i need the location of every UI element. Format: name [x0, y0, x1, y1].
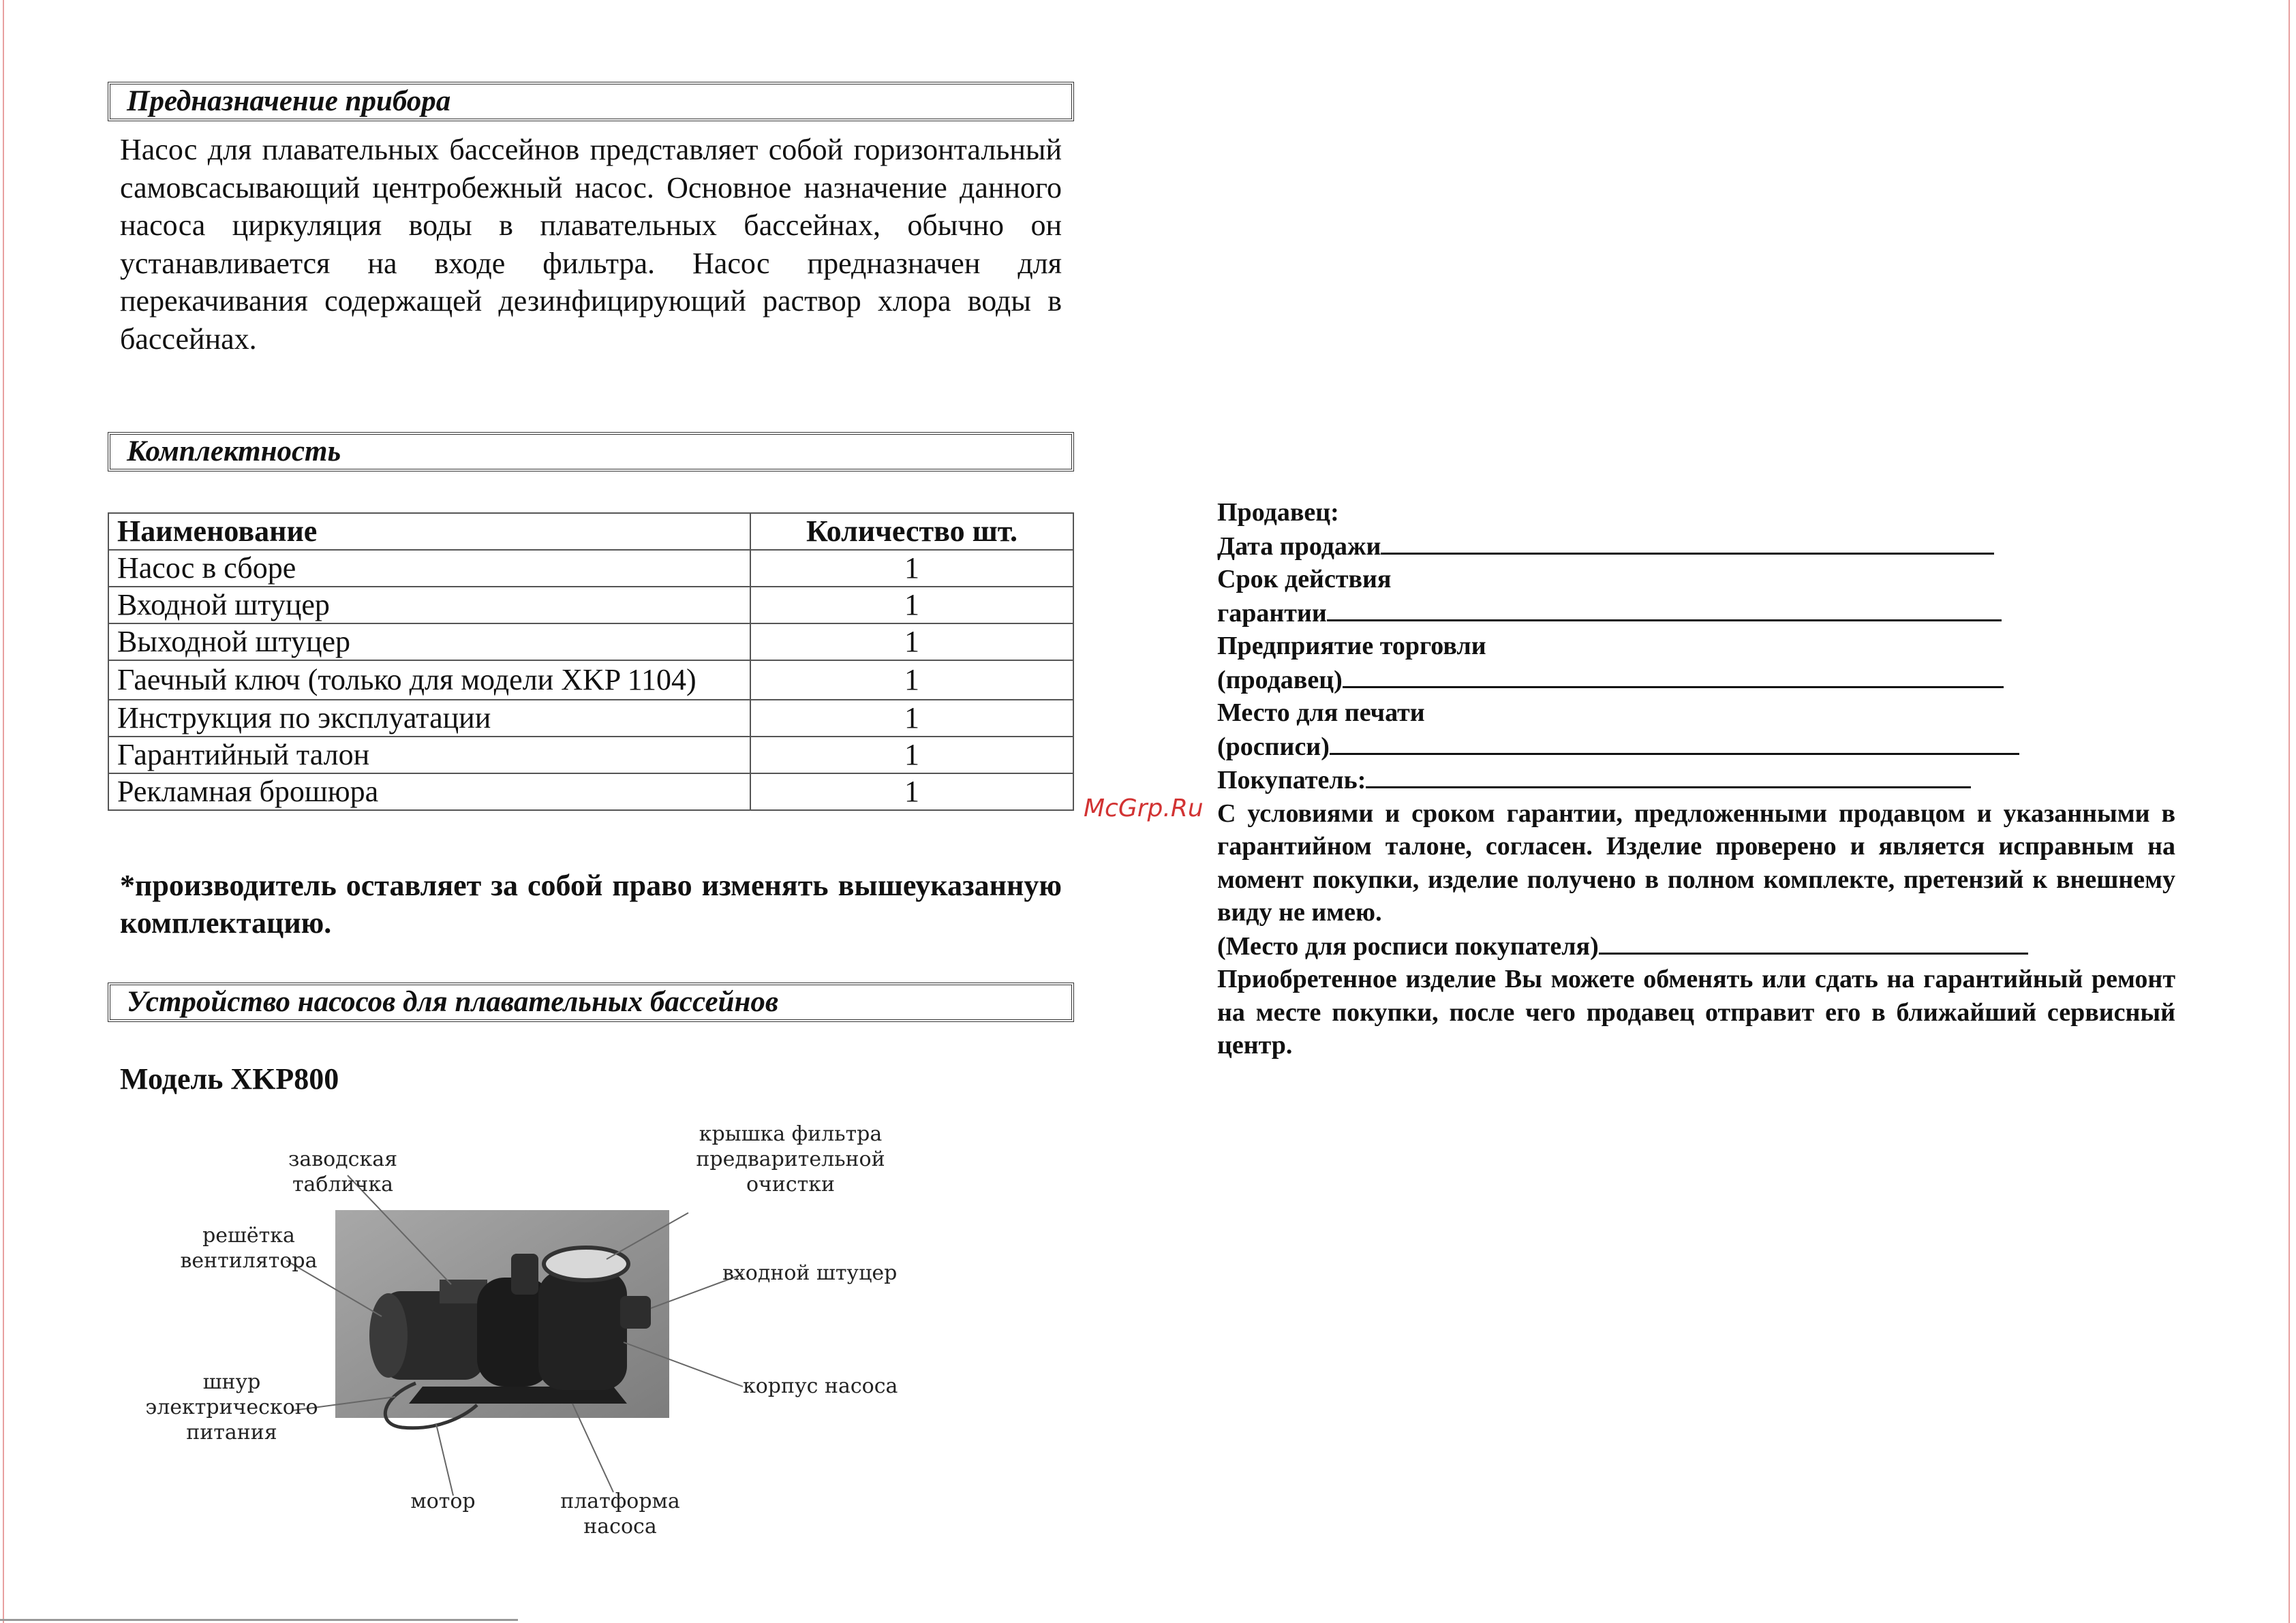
watermark: McGrp.Ru — [1084, 794, 1204, 822]
buyer-field[interactable] — [1366, 763, 1971, 788]
term-label-2: гарантии — [1217, 598, 1327, 628]
page-bottom-rule — [0, 1619, 518, 1621]
buyer-sign-label: (Место для росписи покупателя) — [1217, 931, 1599, 961]
sale-date-label: Дата продажи — [1217, 531, 1381, 561]
term-label-1: Срок действия — [1217, 565, 1392, 593]
table-row — [108, 623, 1073, 660]
term-field[interactable] — [1327, 596, 2002, 621]
kit-item-qty: 1 — [750, 773, 1073, 810]
kit-col-name: Наименование — [108, 513, 750, 550]
buyer-sign-row — [1217, 929, 2175, 963]
kit-item-qty: 1 — [750, 623, 1073, 660]
kit-col-qty: Количество шт. — [750, 513, 1073, 550]
page-edge-left — [3, 0, 4, 1623]
buyer-label: Покупатель: — [1217, 766, 1366, 794]
exchange-text: Приобретенное изделие Вы можете обменять или сдать на гарантийный ремонт на месте покупки, после чего продавец отправит его в ближайший сервисный центр. — [1217, 965, 2175, 1060]
stamp-field[interactable] — [1330, 730, 2019, 755]
warranty-card — [1217, 496, 2175, 1062]
kit-item-qty: 1 — [750, 700, 1073, 737]
sale-date-row — [1217, 529, 2175, 563]
pump-diagram — [145, 1122, 927, 1547]
buyer-row — [1217, 763, 2175, 797]
table-row — [108, 737, 1073, 773]
label-nameplate: заводская табличка — [288, 1147, 398, 1196]
kit-note: *производитель оставляет за собой право изменять вышеуказанную комплектацию. — [120, 869, 1062, 940]
stamp-label-1: Место для печати — [1217, 698, 1425, 727]
buyer-sign-field[interactable] — [1599, 929, 2028, 955]
kit-table-header — [108, 513, 1073, 550]
table-row — [108, 550, 1073, 587]
stamp-label-2: (росписи) — [1217, 732, 1330, 761]
label-platform: платформа насоса — [560, 1489, 680, 1539]
device-heading: Устройство насосов для плавательных бассейнов — [108, 983, 1074, 1022]
kit-table — [108, 512, 1074, 811]
fan-grille-shape — [369, 1293, 408, 1378]
table-row — [108, 587, 1073, 623]
kit-item-qty: 1 — [750, 660, 1073, 700]
purpose-heading: Предназначение прибора — [108, 82, 1074, 121]
label-fan-grille: решётка вентилятора — [180, 1224, 318, 1273]
kit-item-name: Насос в сборе — [108, 550, 750, 587]
sale-date-field[interactable] — [1381, 529, 1994, 555]
label-power-cord: шнур электрического питания — [145, 1370, 318, 1444]
kit-heading: Комплектность — [108, 432, 1074, 472]
shop-field[interactable] — [1343, 663, 2004, 688]
inlet-shape — [620, 1296, 651, 1329]
purpose-text: Насос для плавательных бассейнов представляет собой горизонтальный самовсасывающий центробежный насос. Основное назначение данного насоса циркуляция воды в плавательных бассейнах, обычно он устанавливается на входе фильтра. Насос предназначен для перекачивания содержащей дезинфицирующий раствор хлора воды в бассейнах. — [120, 133, 1062, 356]
kit-item-qty: 1 — [750, 587, 1073, 623]
filter-housing-shape — [538, 1271, 627, 1390]
kit-item-name: Гарантийный талон — [108, 737, 750, 773]
shop-row — [1217, 663, 2175, 697]
label-inlet: входной штуцер — [722, 1261, 898, 1285]
agreement-text: С условиями и сроком гарантии, предложенными продавцом и указанными в гарантийном талоне, согласен. Изделие проверено и является исправным на момент покупки, изделие получено в полном комплекте, претензий к внешнему виду не имею. — [1217, 799, 2175, 927]
table-row — [108, 660, 1073, 700]
kit-item-name: Выходной штуцер — [108, 623, 750, 660]
kit-item-qty: 1 — [750, 737, 1073, 773]
kit-item-qty: 1 — [750, 550, 1073, 587]
page-edge-right — [2289, 0, 2290, 1623]
table-row — [108, 773, 1073, 810]
kit-item-name: Рекламная брошюра — [108, 773, 750, 810]
kit-item-name: Гаечный ключ (только для модели XKP 1104) — [108, 660, 750, 700]
table-row — [108, 700, 1073, 737]
outlet-shape — [511, 1254, 538, 1295]
kit-item-name: Входной штуцер — [108, 587, 750, 623]
term-row — [1217, 596, 2175, 630]
model-title: Модель XKP800 — [120, 1062, 339, 1096]
shop-label-2: (продавец) — [1217, 665, 1343, 694]
filter-cover-shape — [544, 1248, 628, 1280]
seller-label: Продавец: — [1217, 498, 1339, 527]
label-filter-cover: крышка фильтра предварительной очистки — [696, 1122, 885, 1196]
label-pump-body: корпус насоса — [743, 1374, 898, 1398]
stamp-row — [1217, 730, 2175, 764]
kit-item-name: Инструкция по эксплуатации — [108, 700, 750, 737]
label-motor: мотор — [410, 1489, 476, 1513]
shop-label-1: Предприятие торговли — [1217, 632, 1486, 660]
